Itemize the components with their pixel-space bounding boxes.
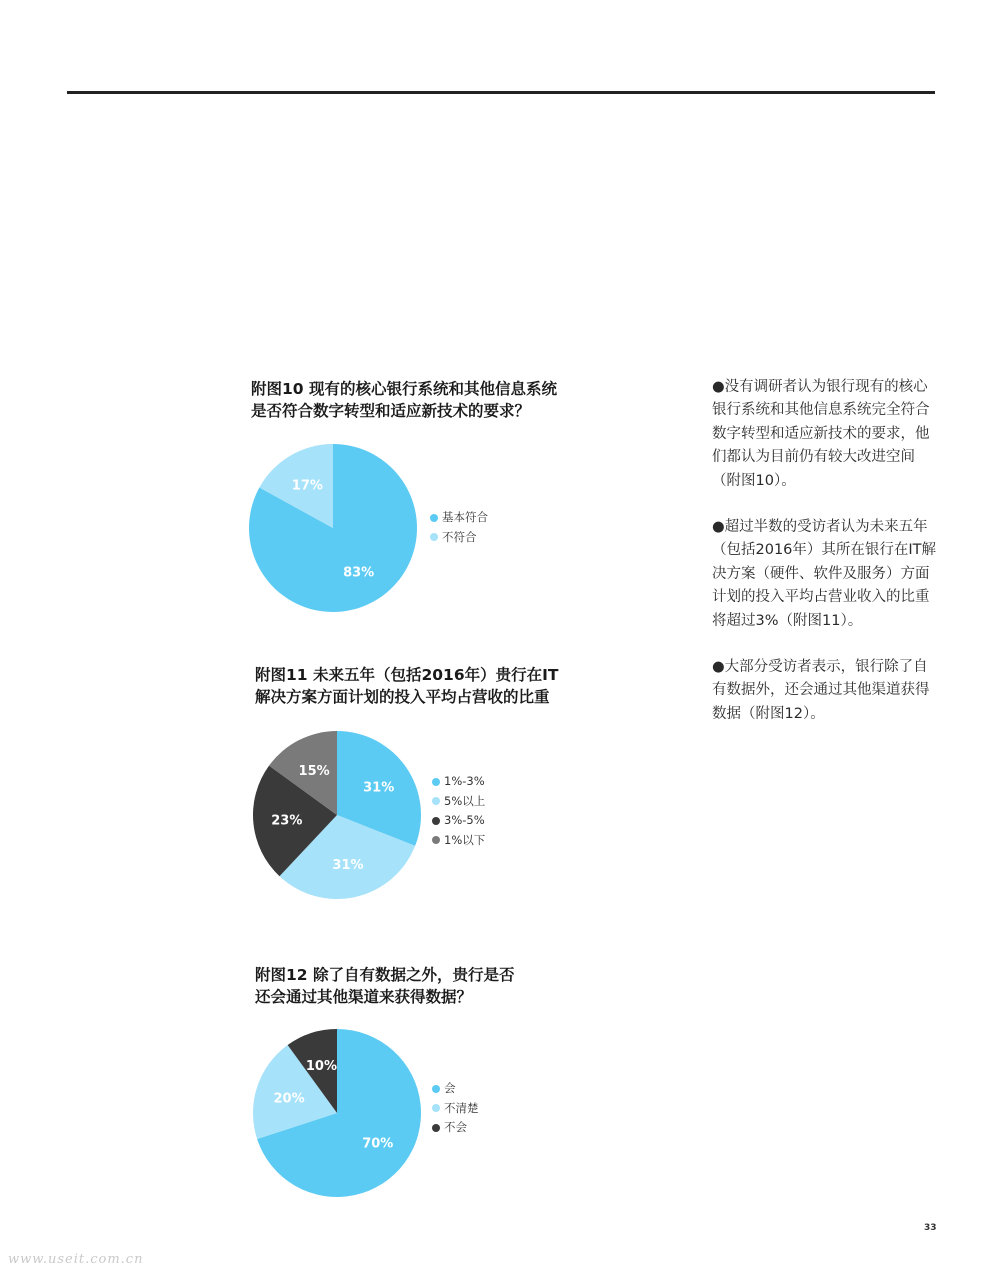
pie-slice-label: 31% bbox=[363, 780, 395, 796]
legend-label: 3%-5% bbox=[444, 813, 485, 827]
legend-item bbox=[432, 1079, 479, 1099]
legend-label: 会 bbox=[444, 1081, 456, 1095]
legend-swatch-icon bbox=[432, 1104, 440, 1112]
legend-item bbox=[430, 528, 488, 548]
legend-item bbox=[432, 831, 485, 851]
pie-slice-label: 15% bbox=[298, 764, 330, 780]
figure-10-pie-chart bbox=[248, 443, 418, 613]
pie-slice-label: 17% bbox=[291, 478, 323, 494]
figure-11-title-line-1: 附图11 未来五年（包括2016年）贵行在IT bbox=[255, 666, 559, 684]
pie-slice-label: 23% bbox=[271, 813, 303, 829]
figure-10-legend bbox=[430, 508, 488, 547]
top-rule bbox=[67, 91, 935, 94]
figure-12-legend bbox=[432, 1079, 479, 1138]
pie-slice-label: 20% bbox=[273, 1091, 305, 1107]
pie-slice-label: 83% bbox=[343, 565, 375, 581]
figure-12-pie-chart bbox=[252, 1028, 422, 1198]
legend-label: 不符合 bbox=[442, 529, 477, 544]
legend-item bbox=[432, 772, 485, 792]
body-text-column bbox=[712, 376, 942, 749]
figure-11-pie-chart bbox=[252, 730, 422, 900]
figure-10-title-line-1: 附图10 现有的核心银行系统和其他信息系统 bbox=[251, 380, 557, 398]
legend-swatch-icon bbox=[432, 1124, 440, 1132]
legend-label: 5%以上 bbox=[444, 793, 486, 808]
legend-label: 1%以下 bbox=[444, 832, 486, 847]
pie-slice-label: 70% bbox=[362, 1136, 394, 1152]
legend-item bbox=[432, 811, 485, 831]
legend-label: 不清楚 bbox=[444, 1100, 479, 1115]
figure-11-title-line-2: 解决方案方面计划的投入平均占营收的比重 bbox=[255, 688, 550, 706]
watermark: www.useit.com.cn bbox=[8, 1252, 144, 1267]
legend-swatch-icon bbox=[430, 514, 438, 522]
figure-12-title-line-1: 附图12 除了自有数据之外，贵行是否 bbox=[255, 966, 515, 984]
legend-swatch-icon bbox=[432, 778, 440, 786]
legend-swatch-icon bbox=[430, 533, 438, 541]
legend-swatch-icon bbox=[432, 817, 440, 825]
figure-12-title bbox=[255, 964, 514, 1008]
legend-label: 不会 bbox=[444, 1120, 467, 1134]
legend-item bbox=[432, 1099, 479, 1119]
figure-11-title bbox=[255, 664, 558, 708]
legend-label: 1%-3% bbox=[444, 774, 485, 788]
body-paragraph-3: ●大部分受访者表示，银行除了自有数据外，还会通过其他渠道获得数据（附图12）。 bbox=[712, 659, 930, 722]
page-number: 33 bbox=[924, 1223, 937, 1233]
figure-10-title-line-2: 是否符合数字转型和适应新技术的要求？ bbox=[251, 402, 531, 420]
body-paragraph-1: ●没有调研者认为银行现有的核心银行系统和其他信息系统完全符合数字转型和适应新技术的要求，他们都认为目前仍有较大改进空间（附图10）。 bbox=[712, 379, 930, 489]
legend-swatch-icon bbox=[432, 797, 440, 805]
figure-12-title-line-2: 还会通过其他渠道来获得数据？ bbox=[255, 988, 473, 1006]
figure-11-legend bbox=[432, 772, 485, 850]
pie-slice-label: 10% bbox=[305, 1059, 337, 1075]
legend-item bbox=[430, 508, 488, 528]
legend-item bbox=[432, 1118, 479, 1138]
legend-swatch-icon bbox=[432, 1085, 440, 1093]
legend-label: 基本符合 bbox=[442, 510, 488, 524]
body-paragraph-2: ●超过半数的受访者认为未来五年（包括2016年）其所在银行在IT解决方案（硬件、软件及服务）方面计划的投入平均占营业收入的比重将超过3%（附图11）。 bbox=[712, 519, 937, 629]
figure-10-title bbox=[251, 378, 557, 422]
legend-swatch-icon bbox=[432, 836, 440, 844]
pie-slice-label: 31% bbox=[332, 858, 364, 874]
legend-item bbox=[432, 792, 485, 812]
